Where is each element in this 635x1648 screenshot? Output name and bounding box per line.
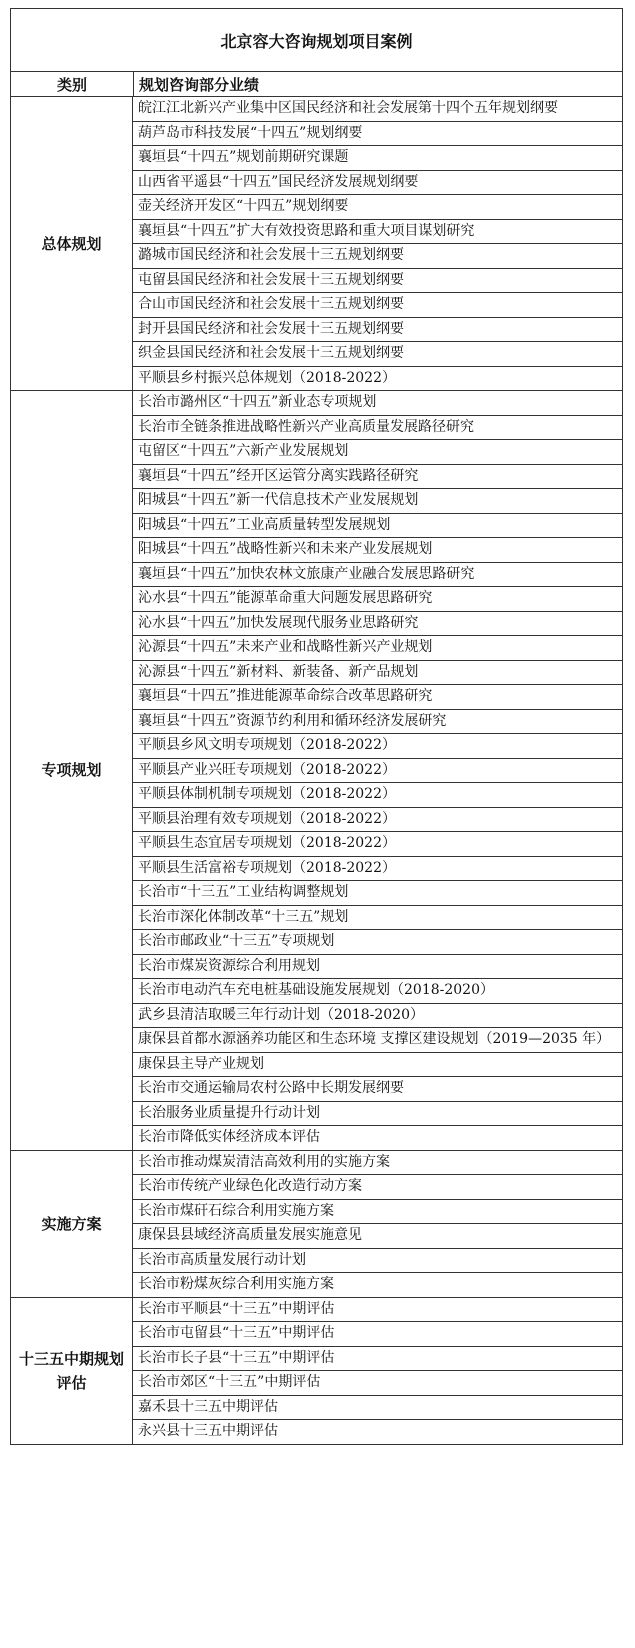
project-row: 长治市平顺县“十三五”中期评估 <box>133 1298 622 1323</box>
project-row: 武乡县清洁取暖三年行动计划（2018-2020） <box>133 1004 622 1029</box>
table-body <box>11 97 622 1444</box>
project-row: 平顺县治理有效专项规划（2018-2022） <box>133 808 622 833</box>
project-row: 长治市潞州区“十四五”新业态专项规划 <box>133 391 622 416</box>
project-row: 襄垣县“十四五”加快农林文旅康产业融合发展思路研究 <box>133 563 622 588</box>
project-row: 嘉禾县十三五中期评估 <box>133 1396 622 1421</box>
project-row: 长治市郊区“十三五”中期评估 <box>133 1371 622 1396</box>
project-row: 长治市高质量发展行动计划 <box>133 1249 622 1274</box>
project-row: 屯留县国民经济和社会发展十三五规划纲要 <box>133 269 622 294</box>
project-row: 平顺县体制机制专项规划（2018-2022） <box>133 783 622 808</box>
category-cell: 总体规划 <box>11 97 133 390</box>
project-row: 长治市屯留县“十三五”中期评估 <box>133 1322 622 1347</box>
project-row: 长治服务业质量提升行动计划 <box>133 1102 622 1127</box>
project-case-table <box>10 8 623 1445</box>
project-list <box>133 1151 622 1297</box>
project-row: 平顺县产业兴旺专项规划（2018-2022） <box>133 759 622 784</box>
project-row: 康保县主导产业规划 <box>133 1053 622 1078</box>
project-row: 沁源县“十四五”新材料、新装备、新产品规划 <box>133 661 622 686</box>
project-row: 封开县国民经济和社会发展十三五规划纲要 <box>133 318 622 343</box>
header-projects: 规划咨询部分业绩 <box>139 75 260 94</box>
project-row: 襄垣县“十四五”资源节约利用和循环经济发展研究 <box>133 710 622 735</box>
project-row: 织金县国民经济和社会发展十三五规划纲要 <box>133 342 622 367</box>
project-row: 永兴县十三五中期评估 <box>138 1423 278 1439</box>
project-row: 山西省平遥县“十四五”国民经济发展规划纲要 <box>133 171 622 196</box>
category-cell: 专项规划 <box>11 391 133 1150</box>
project-row: 阳城县“十四五”战略性新兴和未来产业发展规划 <box>133 538 622 563</box>
project-row: 长治市电动汽车充电桩基础设施发展规划（2018-2020） <box>133 979 622 1004</box>
project-row: 潞城市国民经济和社会发展十三五规划纲要 <box>133 244 622 269</box>
header-category: 类别 <box>11 72 134 96</box>
project-row: 长治市邮政业“十三五”专项规划 <box>133 930 622 955</box>
category-cell: 实施方案 <box>11 1151 133 1297</box>
project-row: 康保县县域经济高质量发展实施意见 <box>133 1224 622 1249</box>
table-title: 北京容大咨询规划项目案例 <box>11 9 622 72</box>
project-list <box>133 391 622 1150</box>
project-row: 长治市交通运输局农村公路中长期发展纲要 <box>133 1077 622 1102</box>
project-row: 襄垣县“十四五”经开区运管分离实践路径研究 <box>133 465 622 490</box>
project-row: 平顺县乡村振兴总体规划（2018-2022） <box>138 369 396 386</box>
project-row: 阳城县“十四五”工业高质量转型发展规划 <box>133 514 622 539</box>
category-group <box>11 391 622 1151</box>
category-group <box>11 1151 622 1298</box>
project-row: 长治市粉煤灰综合利用实施方案 <box>138 1276 334 1292</box>
project-row: 屯留区“十四五”六新产业发展规划 <box>133 440 622 465</box>
category-cell: 十三五中期规划评估 <box>11 1298 133 1444</box>
project-row: 长治市全链条推进战略性新兴产业高质量发展路径研究 <box>133 416 622 441</box>
table-header-row <box>11 72 622 97</box>
project-row: 康保县首都水源涵养功能区和生态环境 支撑区建设规划（2019—2035 年） <box>133 1028 622 1053</box>
project-row: 平顺县生态宜居专项规划（2018-2022） <box>133 832 622 857</box>
project-row: 长治市传统产业绿色化改造行动方案 <box>133 1175 622 1200</box>
category-group <box>11 97 622 391</box>
category-group <box>11 1298 622 1444</box>
project-row: 平顺县生活富裕专项规划（2018-2022） <box>133 857 622 882</box>
project-row: 襄垣县“十四五”规划前期研究课题 <box>133 146 622 171</box>
project-row: 皖江江北新兴产业集中区国民经济和社会发展第十四个五年规划纲要 <box>133 97 622 122</box>
project-row: 合山市国民经济和社会发展十三五规划纲要 <box>133 293 622 318</box>
project-row: 平顺县乡风文明专项规划（2018-2022） <box>133 734 622 759</box>
project-row: 长治市煤矸石综合利用实施方案 <box>133 1200 622 1225</box>
project-list <box>133 97 622 390</box>
project-row: 长治市降低实体经济成本评估 <box>138 1129 320 1145</box>
project-row: 长治市推动煤炭清洁高效利用的实施方案 <box>133 1151 622 1176</box>
project-row: 葫芦岛市科技发展“十四五”规划纲要 <box>133 122 622 147</box>
project-row: 壶关经济开发区“十四五”规划纲要 <box>133 195 622 220</box>
project-row: 阳城县“十四五”新一代信息技术产业发展规划 <box>133 489 622 514</box>
project-list <box>133 1298 622 1444</box>
project-row: 沁水县“十四五”加快发展现代服务业思路研究 <box>133 612 622 637</box>
project-row: 襄垣县“十四五”扩大有效投资思路和重大项目谋划研究 <box>133 220 622 245</box>
project-row: 长治市“十三五”工业结构调整规划 <box>133 881 622 906</box>
project-row: 沁水县“十四五”能源革命重大问题发展思路研究 <box>133 587 622 612</box>
project-row: 沁源县“十四五”未来产业和战略性新兴产业规划 <box>133 636 622 661</box>
project-row: 长治市长子县“十三五”中期评估 <box>133 1347 622 1372</box>
project-row: 长治市深化体制改革“十三五”规划 <box>133 906 622 931</box>
project-row: 襄垣县“十四五”推进能源革命综合改革思路研究 <box>133 685 622 710</box>
project-row: 长治市煤炭资源综合利用规划 <box>133 955 622 980</box>
